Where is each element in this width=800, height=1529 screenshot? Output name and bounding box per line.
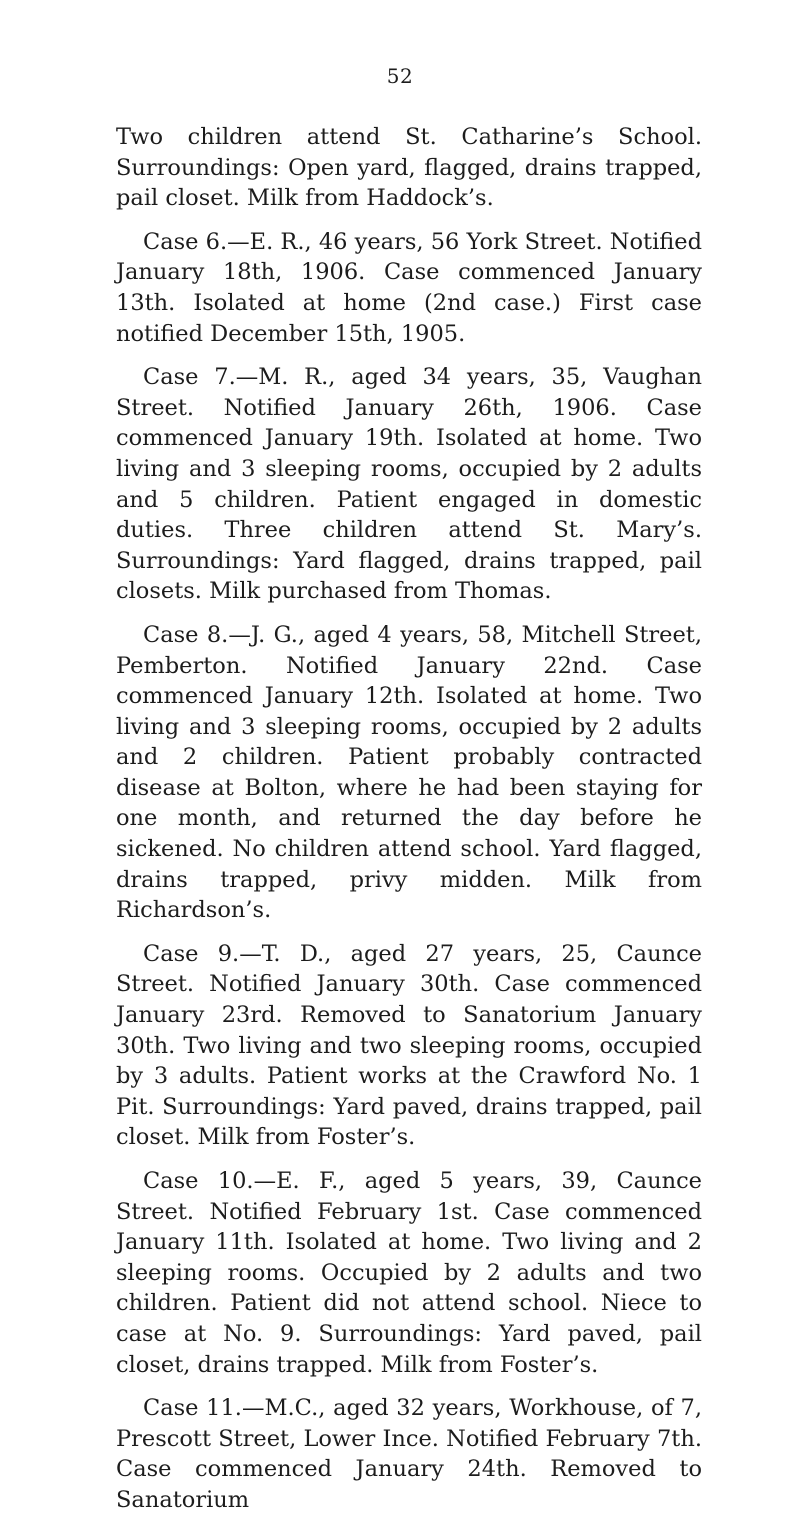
paragraph-case-10: Case 10.—E. F., aged 5 years, 39, Caunce Street. Notified February 1st. Case commenced January 11th. Isolated at home. Two living and 2 sleeping rooms. Occupied by 2 adults and two children. Patient did not attend school. Niece to case at No. 9. Surroundings: Yard paved, pail closet, drains trapped. Milk from Foster’s.: [116, 1168, 702, 1378]
paragraph-case-11: Case 11.—M.C., aged 32 years, Workhouse, of 7, Prescott Street, Lower Ince. Notified February 7th. Case commenced January 24th. Removed to Sanatorium: [116, 1395, 702, 1513]
paragraph-case-7: Case 7.—M. R., aged 34 years, 35, Vaughan Street. Notified January 26th, 1906. Case commenced January 19th. Isolated at home. Two living and 3 sleeping rooms, occupied by 2 adults and 5 children. Patient engaged in domestic duties. Three children attend St. Mary’s. Surroundings: Yard flagged, drains trapped, pail closets. Milk purchased from Thomas.: [116, 364, 702, 605]
page-number: 52: [386, 64, 414, 88]
paragraph-continuation: Two children attend St. Catharine’s School. Surroundings: Open yard, flagged, drains trapped, pail closet. Milk from Haddock’s.: [116, 124, 702, 212]
body-text: [116, 122, 702, 1529]
paragraph-case-8: Case 8.—J. G., aged 4 years, 58, Mitchell Street, Pemberton. Notified January 22nd. Case commenced January 12th. Isolated at home. Two living and 3 sleeping rooms, occupied by 2 adults and 2 children. Patient probably contracted disease at Bolton, where he had been staying for one month, and returned the day before he sickened. No children attend school. Yard flagged, drains trapped, privy midden. Milk from Richardson’s.: [116, 621, 702, 924]
paragraph-case-9: Case 9.—T. D., aged 27 years, 25, Caunce Street. Notified January 30th. Case commenced January 23rd. Removed to Sanatorium January 30th. Two living and two sleeping rooms, occupied by 3 adults. Patient works at the Crawford No. 1 Pit. Surroundings: Yard paved, drains trapped, pail closet. Milk from Foster’s.: [116, 940, 702, 1151]
paragraph-case-6: Case 6.—E. R., 46 years, 56 York Street. Notified January 18th, 1906. Case commenced January 13th. Isolated at home (2nd case.) First case notified December 15th, 1905.: [116, 228, 702, 347]
